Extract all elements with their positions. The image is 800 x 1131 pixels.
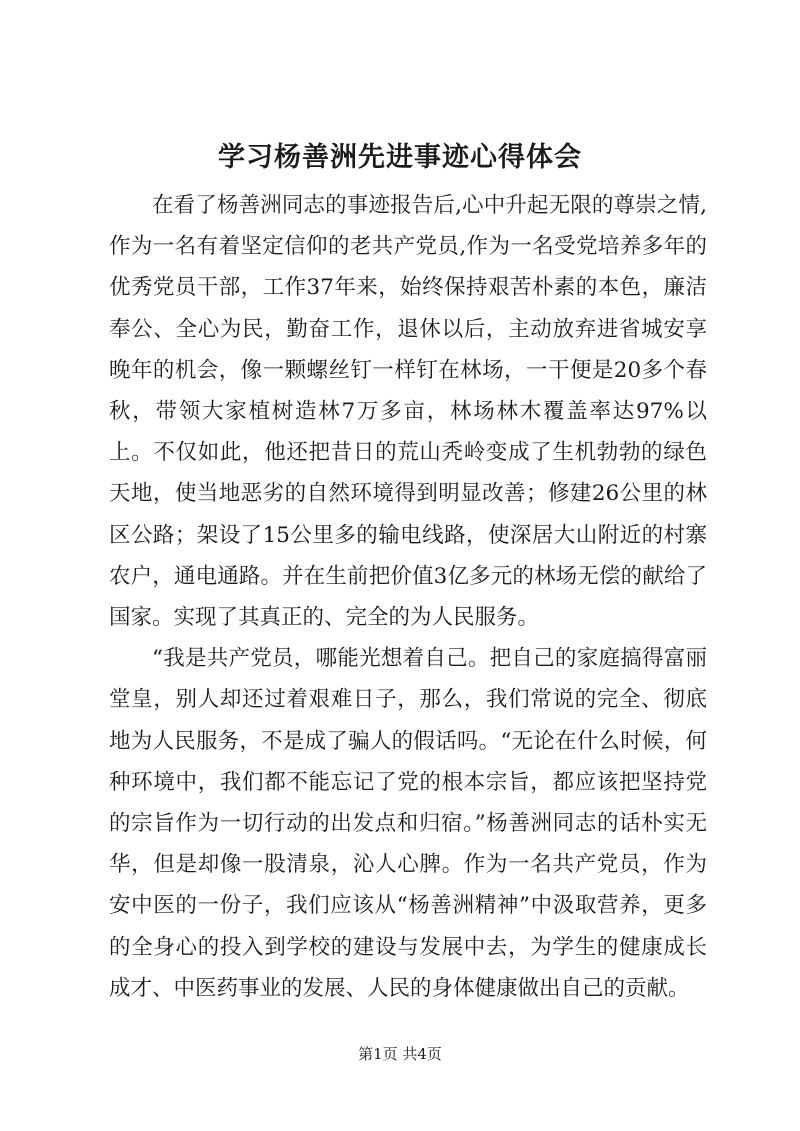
paragraph-2: “我是共产党员，哪能光想着自己。把自己的家庭搞得富丽堂皇，别人却还过着艰难日子，那么，我们常说的完全、彻底地为人民服务，不是成了骗人的假话吗。“无论在什么时候，何种环境中，我们都不能忘记了党的根本宗旨，都应该把坚持党的宗旨作为一切行动的出发点和归宿。”杨善洲同志的话朴实无华，但是却像一股清泉，沁人心脾。作为一名共产党员，作为安中医的一份子，我们应该从“杨善洲精神”中汲取营养，更多的全身心的投入到学校的建设与发展中去，为学生的健康成长成才、中医药事业的发展、人民的身体健康做出自己的贡献。 xyxy=(109,646,707,1001)
document-title: 学习杨善洲先进事迹心得体会 xyxy=(218,142,582,173)
document-body xyxy=(109,185,707,1009)
paragraph-1: 在看了杨善洲同志的事迹报告后,心中升起无限的尊崇之情,作为一名有着坚定信仰的老共产党员,作为一名受党培养多年的优秀党员干部，工作37年来，始终保持艰苦朴素的本色，廉洁奉公、全心为民，勤奋工作，退休以后，主动放弃进省城安享晚年的机会，像一颗螺丝钉一样钉在林场，一干便是20多个春秋，带领大家植树造林7万多亩，林场林木覆盖率达97%以上。不仅如此，他还把昔日的荒山秃岭变成了生机勃勃的绿色天地，使当地恶劣的自然环境得到明显改善；修建26公里的林区公路；架设了15公里多的输电线路，使深居大山附近的村寨农户，通电通路。并在生前把价值3亿多元的林场无偿的献给了国家。实现了其真正的、完全的为人民服务。 xyxy=(109,193,707,631)
page-number-footer: 第1页 共4页 xyxy=(358,1045,442,1063)
